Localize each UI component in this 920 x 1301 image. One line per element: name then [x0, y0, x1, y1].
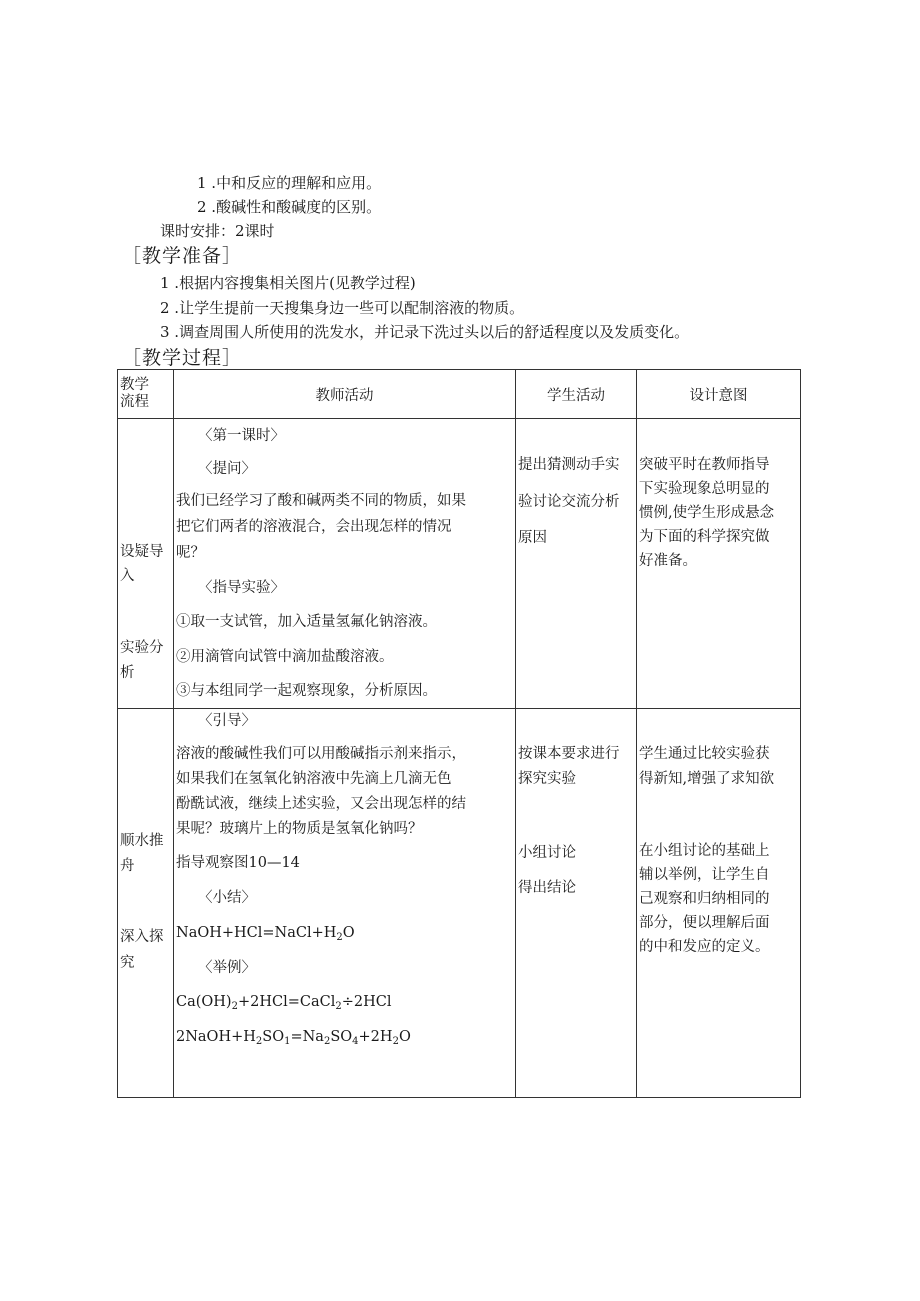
flow-cell: 顺水推 舟 深入探 究 [118, 709, 174, 1098]
header-flow: 教学 流程 [118, 370, 174, 419]
prep-heading: ［教学准备］ [122, 245, 243, 267]
teacher-cell: 〈第一课时〉 〈提问〉 我们已经学习了酸和碱两类不同的物质，如果 把它们两者的溶液混合，会出现怎样的情况 呢？ 〈指导实验〉 ①取一支试管，加入适量氢氟化钠溶液。 ②用滴管向试管中滴加盐酸溶液。 ③与本组同学一起观察现象，分析原因。 [174, 419, 516, 709]
header-teacher: 教师活动 [174, 370, 516, 419]
student-cell: 按课本要求进行 探究实验 小组讨论 得出结论 [516, 709, 637, 1098]
process-table [117, 369, 801, 1098]
flow-cell: 设疑导 入 实验分 析 [118, 419, 174, 709]
table-header-row [118, 370, 801, 419]
process-heading: ［教学过程］ [122, 347, 243, 369]
table-row [118, 709, 801, 1098]
prep-item-1: 1 .根据内容搜集相关图片(见教学过程) [160, 274, 416, 292]
header-intent: 设计意图 [637, 370, 801, 419]
schedule-text: 课时安排：2课时 [160, 222, 275, 240]
intent-cell: 学生通过比较实验获 得新知,增强了求知欲 在小组讨论的基础上 辅以举例，让学生自 己观察和归纳相同的 部分，便以理解后面 的中和发应的定义。 [637, 709, 801, 1098]
student-cell: 提出猜测动手实 验讨论交流分析 原因 [516, 419, 637, 709]
prep-item-2: 2 .让学生提前一天搜集身边一些可以配制溶液的物质。 [160, 299, 525, 317]
difficulty-item-2: 2 .酸碱性和酸碱度的区别。 [197, 198, 382, 216]
prep-item-3: 3 .调查周围人所使用的洗发水，并记录下洗过头以后的舒适程度以及发质变化。 [160, 323, 690, 341]
equation-1: $NaOH+HCl=NaCl+H_2O$ [176, 925, 355, 943]
difficulty-item-1: 1 .中和反应的理解和应用。 [197, 174, 382, 192]
teacher-cell: 〈引导〉 溶液的酸碱性我们可以用酸碱指示剂来指示， 如果我们在氢氧化钠溶液中先滴上几滴无色 酚酰试液，继续上述实验，又会出现怎样的结 果呢？玻璃片上的物质是氢氧化钠吗？ 指导观察图10—14 〈小结〉 $NaOH+HCl=NaCl+H_2O$ 〈举例〉 $Ca(OH)_2+2HCl=CaCl_2\div 2HCl$ $2NaOH+H_2SO_1=Na_2SO_4+2H_2O$ [174, 709, 516, 1098]
intent-cell: 突破平时在教师指导 下实验现象总明显的 惯例,使学生形成悬念 为下面的科学探究做 好准备。 [637, 419, 801, 709]
equation-3: $2NaOH+H_2SO_1=Na_2SO_4+2H_2O$ [176, 1029, 411, 1047]
equation-2: $Ca(OH)_2+2HCl=CaCl_2\div 2HCl$ [176, 994, 392, 1012]
header-student: 学生活动 [516, 370, 637, 419]
table-row [118, 419, 801, 709]
